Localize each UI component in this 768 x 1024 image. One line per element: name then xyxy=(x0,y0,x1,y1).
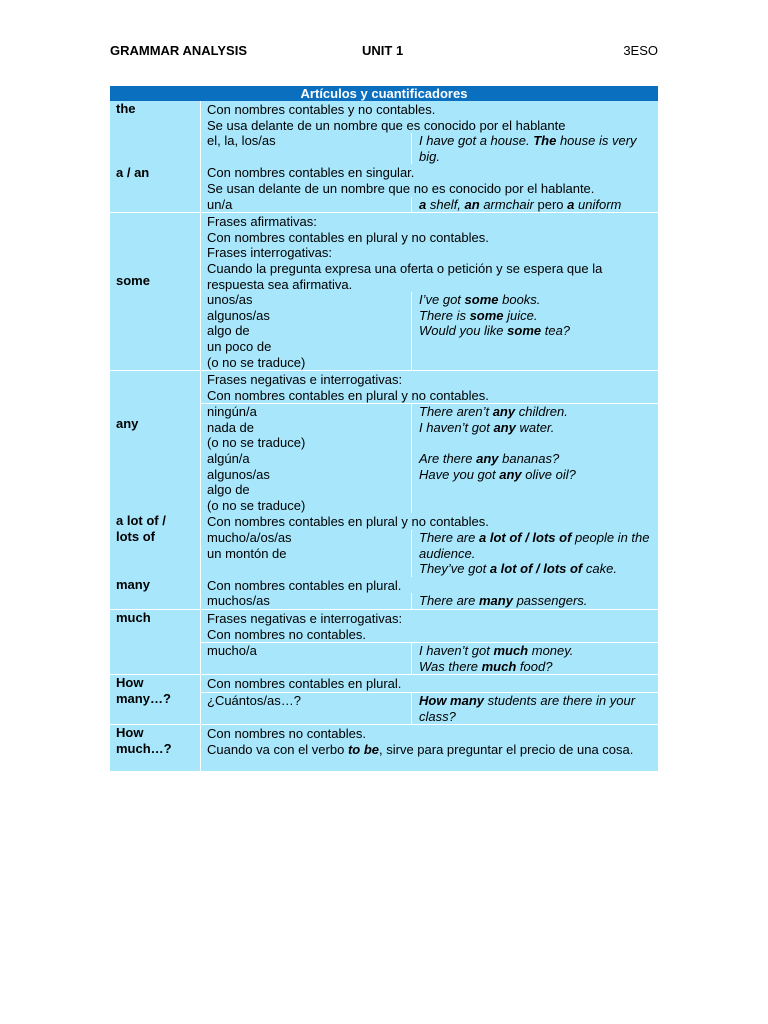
translation-line: un/a xyxy=(207,196,233,212)
usage-text xyxy=(201,725,658,757)
example-cell xyxy=(412,593,658,609)
row-the xyxy=(110,101,658,164)
row-many xyxy=(110,577,658,609)
example-cell xyxy=(412,530,658,577)
translation-line: unos/as xyxy=(207,292,253,308)
usage-text xyxy=(201,371,658,403)
word-cell xyxy=(110,577,201,609)
translation-cell xyxy=(201,292,412,370)
example-line: Are there any bananas? xyxy=(419,451,560,467)
word-much: much xyxy=(116,610,151,625)
word-cell xyxy=(110,725,201,771)
example-line: Was there much food? xyxy=(419,658,553,674)
translation-line: mucho/a/os/as xyxy=(207,530,292,546)
example-line: How many students are there in your class? xyxy=(419,692,636,724)
usage-line: Con nombres contables en singular. xyxy=(207,165,415,181)
example-line: I haven’t got any water. xyxy=(419,419,555,435)
word-cell xyxy=(110,371,201,513)
word-cell xyxy=(110,675,201,724)
row-a-an xyxy=(110,164,658,212)
translation-line: (o no se traduce) xyxy=(207,354,306,370)
translation-line: un poco de xyxy=(207,338,272,354)
example-line: I’ve got some books. xyxy=(419,292,541,308)
translation-line: algunos/as xyxy=(207,466,270,482)
usage-line: Con nombres contables en plural. xyxy=(207,676,402,692)
word-lots-of: lots of xyxy=(116,529,155,545)
usage-text xyxy=(201,513,658,530)
translation-line: (o no se traduce) xyxy=(207,435,306,451)
row-how-much xyxy=(110,724,658,771)
translation-line: mucho/a xyxy=(207,643,257,659)
example-line: I have got a house. The house is very big. xyxy=(419,133,637,164)
usage-text xyxy=(201,577,658,594)
translation-line: un montón de xyxy=(207,545,287,561)
usage-text xyxy=(201,101,658,133)
word-cell xyxy=(110,101,201,164)
example-cell xyxy=(412,643,658,674)
example-cell xyxy=(412,693,658,724)
word-any: any xyxy=(116,416,139,432)
grammar-table xyxy=(110,86,658,771)
usage-line: Cuando va con el verbo to be, sirve para preguntar el precio de una cosa. xyxy=(207,741,634,757)
example-cell xyxy=(412,133,658,164)
document-title: GRAMMAR ANALYSIS xyxy=(110,43,247,58)
word-how: How xyxy=(116,675,144,691)
usage-line: Con nombres no contables. xyxy=(207,726,366,742)
translation-line: (o no se traduce) xyxy=(207,497,306,513)
usage-text xyxy=(201,164,658,196)
translation-cell xyxy=(201,133,412,164)
usage-line: Cuando la pregunta expresa una oferta o petición y se espera que la respuesta sea afirmativa. xyxy=(207,260,603,292)
usage-text xyxy=(201,610,658,642)
example-line: There is some juice. xyxy=(419,307,538,323)
usage-line: Frases negativas e interrogativas: xyxy=(207,611,403,626)
translation-cell xyxy=(201,693,412,724)
usage-line: Con nombres contables en plural y no contables. xyxy=(207,514,489,530)
example-cell xyxy=(412,292,658,370)
row-a-lot-of xyxy=(110,513,658,576)
word-many-question: many…? xyxy=(116,690,171,706)
usage-text xyxy=(201,213,658,292)
example-line: Would you like some tea? xyxy=(419,323,571,339)
example-cell xyxy=(412,404,658,513)
usage-line: Frases interrogativas: xyxy=(207,245,332,261)
translation-cell xyxy=(201,530,412,577)
usage-line: Con nombres contables en plural y no contables. xyxy=(207,387,489,403)
row-how-many xyxy=(110,674,658,724)
word-some: some xyxy=(116,273,150,289)
example-cell xyxy=(412,197,658,213)
translation-line: algún/a xyxy=(207,451,250,467)
example-line: I haven’t got much money. xyxy=(419,643,574,659)
word-cell xyxy=(110,610,201,674)
translation-line: ningún/a xyxy=(207,404,257,420)
word-how: How xyxy=(116,725,144,741)
usage-line: Con nombres no contables. xyxy=(207,626,366,642)
example-line: There are a lot of / lots of people in the audience. xyxy=(419,530,650,561)
translation-cell xyxy=(201,593,412,609)
usage-line: Con nombres contables en plural y no contables. xyxy=(207,229,489,245)
translation-line: algo de xyxy=(207,323,250,339)
example-line: Have you got any olive oil? xyxy=(419,466,576,482)
example-spacer xyxy=(419,435,658,451)
translation-line: el, la, los/as xyxy=(207,133,276,149)
word-many: many xyxy=(116,576,150,592)
row-much xyxy=(110,609,658,674)
usage-line: Se usa delante de un nombre que es conocido por el hablante xyxy=(207,117,566,133)
usage-line: Con nombres contables y no contables. xyxy=(207,102,436,117)
example-line: They’ve got a lot of / lots of cake. xyxy=(419,561,617,577)
translation-cell xyxy=(201,197,412,213)
example-line: There aren’t any children. xyxy=(419,404,568,420)
row-any xyxy=(110,370,658,513)
word-a-an: a / an xyxy=(116,165,150,181)
word-cell xyxy=(110,513,201,576)
word-a-lot-of: a lot of / xyxy=(116,513,166,529)
example-line: a shelf, an armchair pero a uniform xyxy=(419,196,622,212)
translation-line: algunos/as xyxy=(207,307,270,323)
translation-cell xyxy=(201,643,412,674)
translation-line: nada de xyxy=(207,419,254,435)
word-cell xyxy=(110,213,201,370)
word-much-question: much…? xyxy=(116,740,172,756)
translation-line: muchos/as xyxy=(207,593,270,609)
example-line: There are many passengers. xyxy=(419,593,588,609)
translation-line: ¿Cuántos/as…? xyxy=(207,692,301,708)
course-label: 3ESO xyxy=(623,43,658,58)
unit-label: UNIT 1 xyxy=(362,43,404,58)
word-cell xyxy=(110,164,201,212)
usage-line: Frases negativas e interrogativas: xyxy=(207,372,403,388)
table-banner: Artículos y cuantificadores xyxy=(110,86,658,101)
usage-text xyxy=(201,675,658,692)
word-the: the xyxy=(116,101,136,116)
row-some xyxy=(110,212,658,370)
usage-line: Con nombres contables en plural. xyxy=(207,577,402,593)
translation-cell xyxy=(201,404,412,513)
translation-line: algo de xyxy=(207,482,250,498)
usage-line: Frases afirmativas: xyxy=(207,214,317,230)
usage-line: Se usan delante de un nombre que no es conocido por el hablante. xyxy=(207,180,595,196)
